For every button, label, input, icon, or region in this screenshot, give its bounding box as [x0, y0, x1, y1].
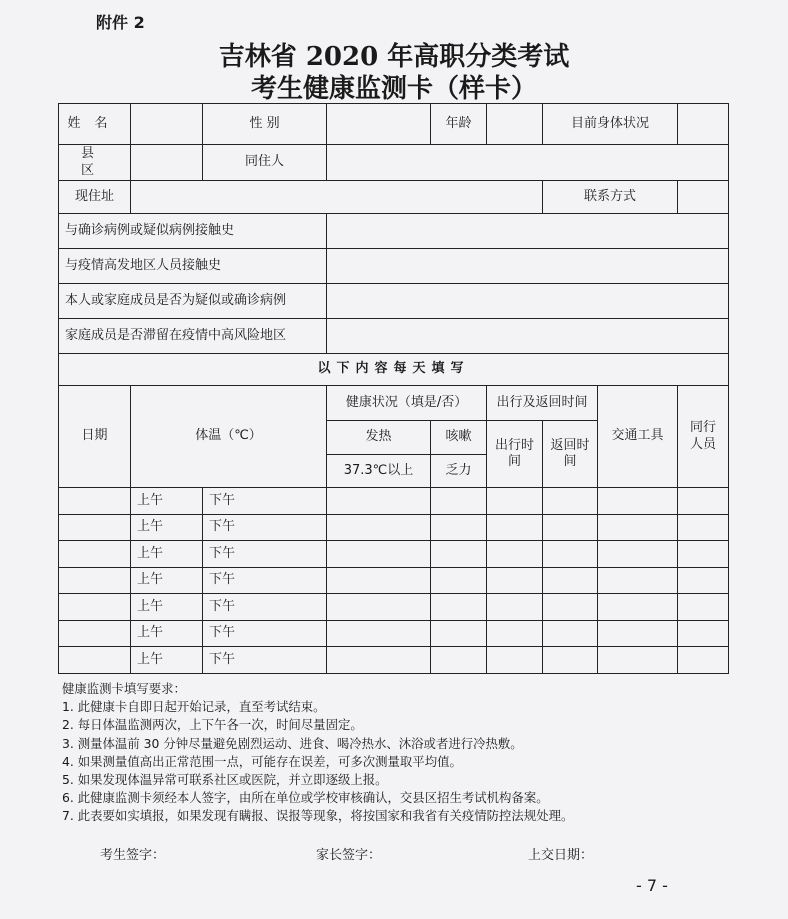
address-label: 现住址: [59, 181, 131, 214]
pm-cell[interactable]: 下午: [203, 594, 327, 621]
cough-cell[interactable]: [431, 647, 487, 674]
age-label: 年龄: [431, 104, 487, 145]
return-cell[interactable]: [543, 567, 598, 594]
county-label: 县 区: [59, 145, 131, 181]
gender-label: 性 别: [203, 104, 327, 145]
return-cell[interactable]: [543, 647, 598, 674]
title-line-1: 吉林省 2020 年高职分类考试: [218, 42, 570, 72]
fever-cell[interactable]: [327, 488, 431, 515]
cough-cell[interactable]: [431, 488, 487, 515]
transport-header: 交通工具: [598, 386, 678, 488]
companion-cell[interactable]: [678, 620, 729, 647]
fever-cell[interactable]: [327, 567, 431, 594]
parent-signature-label: 家长签字：: [316, 848, 382, 863]
return-cell[interactable]: [543, 488, 598, 515]
companion-cell[interactable]: [678, 647, 729, 674]
depart-cell[interactable]: [487, 594, 543, 621]
health-now-label: 目前身体状况: [543, 104, 678, 145]
fever-cell[interactable]: [327, 514, 431, 541]
companion-cell[interactable]: [678, 594, 729, 621]
table-row: [59, 594, 729, 621]
daily-section-header: 以下内容每天填写: [59, 354, 729, 386]
am-cell[interactable]: 上午: [131, 620, 203, 647]
attachment-label: 附件 2: [96, 13, 145, 32]
cohabitant-field[interactable]: [327, 145, 729, 181]
age-field[interactable]: [487, 104, 543, 145]
am-cell[interactable]: 上午: [131, 541, 203, 568]
date-cell[interactable]: [59, 488, 131, 515]
question-label: 家庭成员是否滞留在疫情中高风险地区: [59, 319, 327, 354]
student-signature-label: 考生签字：: [100, 848, 166, 863]
question-label: 本人或家庭成员是否为疑似或确诊病例: [59, 284, 327, 319]
fever-threshold-header: 37.3℃以上: [327, 455, 431, 488]
name-field[interactable]: [131, 104, 203, 145]
date-header: 日期: [59, 386, 131, 488]
companion-cell[interactable]: [678, 488, 729, 515]
contact-label: 联系方式: [543, 181, 678, 214]
return-cell[interactable]: [543, 541, 598, 568]
cough-header: 咳嗽: [431, 421, 487, 455]
transport-cell[interactable]: [598, 594, 678, 621]
fever-cell[interactable]: [327, 594, 431, 621]
transport-cell[interactable]: [598, 647, 678, 674]
note-item: 5. 如果发现体温异常可联系社区或医院，并立即逐级上报。: [62, 772, 388, 788]
pm-cell[interactable]: 下午: [203, 620, 327, 647]
table-row: [59, 567, 729, 594]
pm-cell[interactable]: 下午: [203, 488, 327, 515]
return-time-header: 返回时间: [543, 421, 598, 488]
am-cell[interactable]: 上午: [131, 594, 203, 621]
depart-time-header: 出行时间: [487, 421, 543, 488]
fever-cell[interactable]: [327, 620, 431, 647]
health-status-header: 健康状况（填是/否）: [327, 386, 487, 421]
date-cell[interactable]: [59, 620, 131, 647]
health-monitoring-card: [58, 103, 729, 674]
date-cell[interactable]: [59, 594, 131, 621]
fatigue-header: 乏力: [431, 455, 487, 488]
question-label: 与疫情高发地区人员接触史: [59, 249, 327, 284]
companion-header: 同行人员: [678, 386, 729, 488]
note-item: 1. 此健康卡自即日起开始记录，直至考试结束。: [62, 699, 326, 715]
temperature-header: 体温（℃）: [131, 386, 327, 488]
name-label: 姓名: [59, 104, 131, 145]
depart-cell[interactable]: [487, 647, 543, 674]
am-cell[interactable]: 上午: [131, 647, 203, 674]
cohabitant-label: 同住人: [203, 145, 327, 181]
note-item: 2. 每日体温监测两次，上下午各一次，时间尽量固定。: [62, 717, 363, 733]
depart-cell[interactable]: [487, 488, 543, 515]
return-cell[interactable]: [543, 514, 598, 541]
note-item: 6. 此健康监测卡须经本人签字，由所在单位或学校审核确认，交县区招生考试机构备案。: [62, 790, 549, 806]
cough-cell[interactable]: [431, 594, 487, 621]
question-label: 与确诊病例或疑似病例接触史: [59, 214, 327, 249]
cough-cell[interactable]: [431, 541, 487, 568]
pm-cell[interactable]: 下午: [203, 567, 327, 594]
page-number: - 7 -: [636, 876, 668, 895]
am-cell[interactable]: 上午: [131, 514, 203, 541]
submit-date-label: 上交日期：: [528, 848, 594, 863]
table-row: [59, 541, 729, 568]
transport-cell[interactable]: [598, 567, 678, 594]
contact-field[interactable]: [678, 181, 729, 214]
depart-cell[interactable]: [487, 514, 543, 541]
table-row: [59, 488, 729, 515]
am-cell[interactable]: 上午: [131, 488, 203, 515]
date-cell[interactable]: [59, 541, 131, 568]
title-line-2: 考生健康监测卡（样卡）: [250, 74, 537, 104]
question-answer[interactable]: [327, 319, 729, 354]
question-answer[interactable]: [327, 214, 729, 249]
date-cell[interactable]: [59, 647, 131, 674]
table-row: [59, 620, 729, 647]
transport-cell[interactable]: [598, 541, 678, 568]
note-item: 4. 如果测量值高出正常范围一点，可能存在误差，可多次测量取平均值。: [62, 753, 462, 769]
note-item: 3. 测量体温前 30 分钟尽量避免剧烈运动、进食、喝冷热水、沐浴或者进行冷热敷。: [62, 735, 523, 751]
pm-cell[interactable]: 下午: [203, 541, 327, 568]
question-answer[interactable]: [327, 249, 729, 284]
date-cell[interactable]: [59, 567, 131, 594]
table-row: [59, 647, 729, 674]
return-cell[interactable]: [543, 620, 598, 647]
am-cell[interactable]: 上午: [131, 567, 203, 594]
cough-cell[interactable]: [431, 514, 487, 541]
pm-cell[interactable]: 下午: [203, 647, 327, 674]
transport-cell[interactable]: [598, 514, 678, 541]
address-field[interactable]: [131, 181, 543, 214]
cough-cell[interactable]: [431, 567, 487, 594]
companion-cell[interactable]: [678, 514, 729, 541]
notes-title: 健康监测卡填写要求：: [62, 681, 186, 696]
travel-time-header: 出行及返回时间: [487, 386, 598, 421]
note-item: 7. 此表要如实填报，如果发现有瞒报、误报等现象，将按国家和我省有关疫情防控法规处理。: [62, 808, 574, 824]
date-cell[interactable]: [59, 514, 131, 541]
fever-cell[interactable]: [327, 541, 431, 568]
table-row: [59, 514, 729, 541]
transport-cell[interactable]: [598, 620, 678, 647]
companion-cell[interactable]: [678, 541, 729, 568]
return-cell[interactable]: [543, 594, 598, 621]
companion-cell[interactable]: [678, 567, 729, 594]
gender-field[interactable]: [327, 104, 431, 145]
fever-header: 发热: [327, 421, 431, 455]
cough-cell[interactable]: [431, 620, 487, 647]
health-now-field[interactable]: [678, 104, 729, 145]
county-field[interactable]: [131, 145, 203, 181]
depart-cell[interactable]: [487, 567, 543, 594]
fill-instructions: [62, 680, 573, 826]
depart-cell[interactable]: [487, 541, 543, 568]
transport-cell[interactable]: [598, 488, 678, 515]
depart-cell[interactable]: [487, 620, 543, 647]
question-answer[interactable]: [327, 284, 729, 319]
pm-cell[interactable]: 下午: [203, 514, 327, 541]
fever-cell[interactable]: [327, 647, 431, 674]
